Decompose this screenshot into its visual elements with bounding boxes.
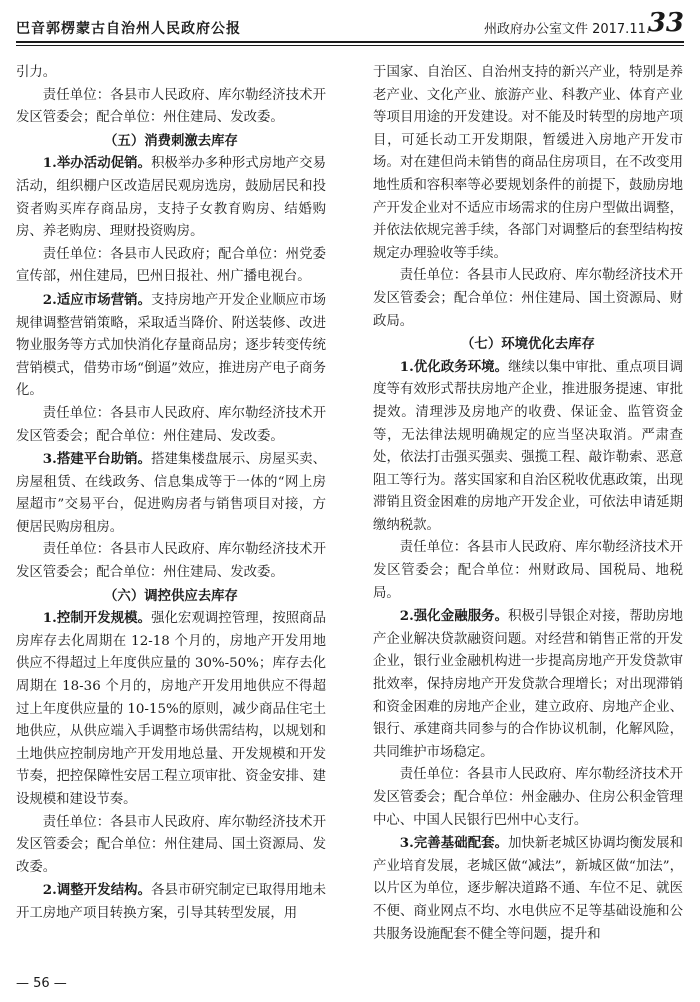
paragraph-lead: 3.完善基础配套。 xyxy=(399,835,509,852)
body-paragraph xyxy=(373,356,683,538)
page-number: — 56 — xyxy=(16,976,67,991)
body-paragraph xyxy=(16,403,326,448)
body-paragraph xyxy=(16,85,326,130)
paragraph-text: 责任单位：各县市人民政府、库尔勒经济技术开发区管委会；配合单位：州住建局、发改委。 xyxy=(16,542,326,581)
paragraph-text: 责任单位：各县市人民政府、库尔勒经济技术开发区管委会；配合单位：州住建局、国土资源局、发改委。 xyxy=(16,814,326,875)
paragraph-lead: 2.强化金融服务。 xyxy=(399,608,509,625)
paragraph-text: 各县市研究制定已取得用地未开工房地产项目转换方案，引导其转型发展，用 xyxy=(16,883,326,921)
body-paragraph xyxy=(373,832,683,946)
paragraph-text: 责任单位：各县市人民政府、库尔勒经济技术开发区管委会；配合单位：州住建局、发改委。 xyxy=(16,405,326,444)
section-heading: （六）调控供应去库存 xyxy=(104,587,238,604)
paragraph-text: 于国家、自治区、自治州支持的新兴产业，特别是养老产业、文化产业、旅游产业、科教产业、体育产业等项目用途的开发建设。对不能及时转型的房地产项目，可延长动工开发期限，暂缓进入房地产开发市场。对在建但尚未销售的商品住房项目，在不改变用地性质和容积率等必要规划条件的前提下，鼓励房地产开发企业对不适应市场需求的住房户型做出调整，并依法依规完善手续，各部门对调整后的套型结构按规定办理验收等手续。 xyxy=(373,65,683,261)
paragraph-lead: 3.搭建平台助销。 xyxy=(42,451,152,468)
issue-number: 33 xyxy=(647,8,684,38)
paragraph-lead: 2.调整开发结构。 xyxy=(42,882,152,899)
body-paragraph xyxy=(16,62,326,85)
paragraph-text: 责任单位：各县市人民政府、库尔勒经济技术开发区管委会；配合单位：州住建局、国土资源局、财政局。 xyxy=(373,268,683,329)
header-rule-thick xyxy=(16,41,684,43)
body-paragraph xyxy=(373,265,683,333)
paragraph-text: 积极引导银企对接，帮助房地产企业解决贷款融资问题。对经营和销售正常的开发企业，银行业金融机构进一步提高房地产开发贷款审批效率，保持房地产开发贷款合理增长；对出现滞销和资金困难的房地产企业，建立政府、房地产企业、银行、承建商共同参与的合作协议机制，化解风险，共同维护市场稳定。 xyxy=(373,609,683,760)
section-title: 州政府办公室文件 2017.11. xyxy=(483,22,650,37)
paragraph-lead: 1.控制开发规模。 xyxy=(42,610,152,627)
gazette-title: 巴音郭楞蒙古自治州人民政府公报 xyxy=(16,21,241,37)
paragraph-text: 责任单位：各县市人民政府、库尔勒经济技术开发区管委会；配合单位：州住建局、发改委。 xyxy=(16,87,326,126)
body-paragraph xyxy=(16,448,326,539)
header-rule-thin xyxy=(16,45,684,46)
paragraph-text: 继续以集中审批、重点项目调度等有效形式帮扶房地产企业，推进服务提速、审批提效。清理涉及房地产的收费、保证金、监管资金等，无法律法规明确规定的应当坚决取消。严肃查处，依法打击强买强卖、强揽工程、敲诈勒索、恶意阻工等行为。落实国家和自治区税收优惠政策，出现滞销且资金困难的房地产开发企业，可依法申请延期缴纳税款。 xyxy=(373,359,683,533)
left-column xyxy=(16,62,326,926)
paragraph-text: 搭建集楼盘展示、房屋买卖、房屋租赁、在线政务、信息集成等于一体的“网上房屋超市”交易平台，促进购房者与销售项目对接，方便居民购房租房。 xyxy=(16,452,326,535)
paragraph-text: 支持房地产开发企业顺应市场规律调整营销策略，采取适当降价、附送装修、改进物业服务等方式加快消化存量商品房；逐步转变传统营销模式，借势市场“倒逼”效应，推进房产电子商务化。 xyxy=(16,292,326,399)
paragraph-text: 责任单位：各县市人民政府；配合单位：州党委宣传部，州住建局，巴州日报社、州广播电视台。 xyxy=(16,246,326,285)
paragraph-text: 强化宏观调控管理，按照商品房库存去化周期在 12-18 个月的，房地产开发用地供应不得超过上年度供应量的 30%-50%；库存去化周期在 18-36 个月的，房地产开发用地供应不得超过上年度供应量的 10-15%的原则，减少商品住宅土地供应，从供应端入手调整市场供需结构，以规划和土地供应控制房地产开发用地总量、开发规模和开发节奏，把控保障性安居工程立项审批、资金安排、建设规模和建设节奏。 xyxy=(16,611,327,807)
paragraph-text: 责任单位：各县市人民政府、库尔勒经济技术开发区管委会；配合单位：州财政局、国税局、地税局。 xyxy=(373,540,683,601)
body-paragraph xyxy=(16,607,326,811)
paragraph-lead: 1.优化政务环境。 xyxy=(399,358,509,375)
body-paragraph xyxy=(16,289,326,403)
paragraph-text: 引力。 xyxy=(16,65,57,80)
section-heading: （七）环境优化去库存 xyxy=(461,336,595,353)
body-paragraph xyxy=(373,605,683,764)
paragraph-text: 加快新老城区协调均衡发展和产业培育发展，老城区做“减法”，新城区做“加法”，以片区为单位，逐步解决道路不通、车位不足、就医不便、商业网点不均、水电供应不足等基础设施和公共服务设施配套不健全等问题，提升和 xyxy=(373,836,683,942)
paragraph-text: 责任单位：各县市人民政府、库尔勒经济技术开发区管委会；配合单位：州金融办、住房公积金管理中心、中国人民银行巴州中心支行。 xyxy=(373,767,683,828)
paragraph-text: 积极举办多种形式房地产交易活动，组织棚户区改造居民观房选房，鼓励居民和投资者购买库存商品房，支持子女教育购房、结婚购房、养老购房、理财投资购房。 xyxy=(16,156,326,240)
paragraph-lead: 1.举办活动促销。 xyxy=(42,155,152,172)
body-paragraph xyxy=(373,764,683,832)
section-heading: （五）消费刺激去库存 xyxy=(104,132,238,149)
paragraph-lead: 2.适应市场营销。 xyxy=(42,291,152,308)
page-header xyxy=(16,8,684,40)
body-paragraph xyxy=(373,62,683,265)
body-paragraph xyxy=(16,812,326,880)
body-paragraph xyxy=(373,537,683,605)
body-paragraph xyxy=(16,879,326,925)
right-column xyxy=(373,62,683,946)
body-paragraph xyxy=(16,244,326,289)
body-paragraph xyxy=(16,152,326,243)
body-paragraph xyxy=(16,539,326,584)
